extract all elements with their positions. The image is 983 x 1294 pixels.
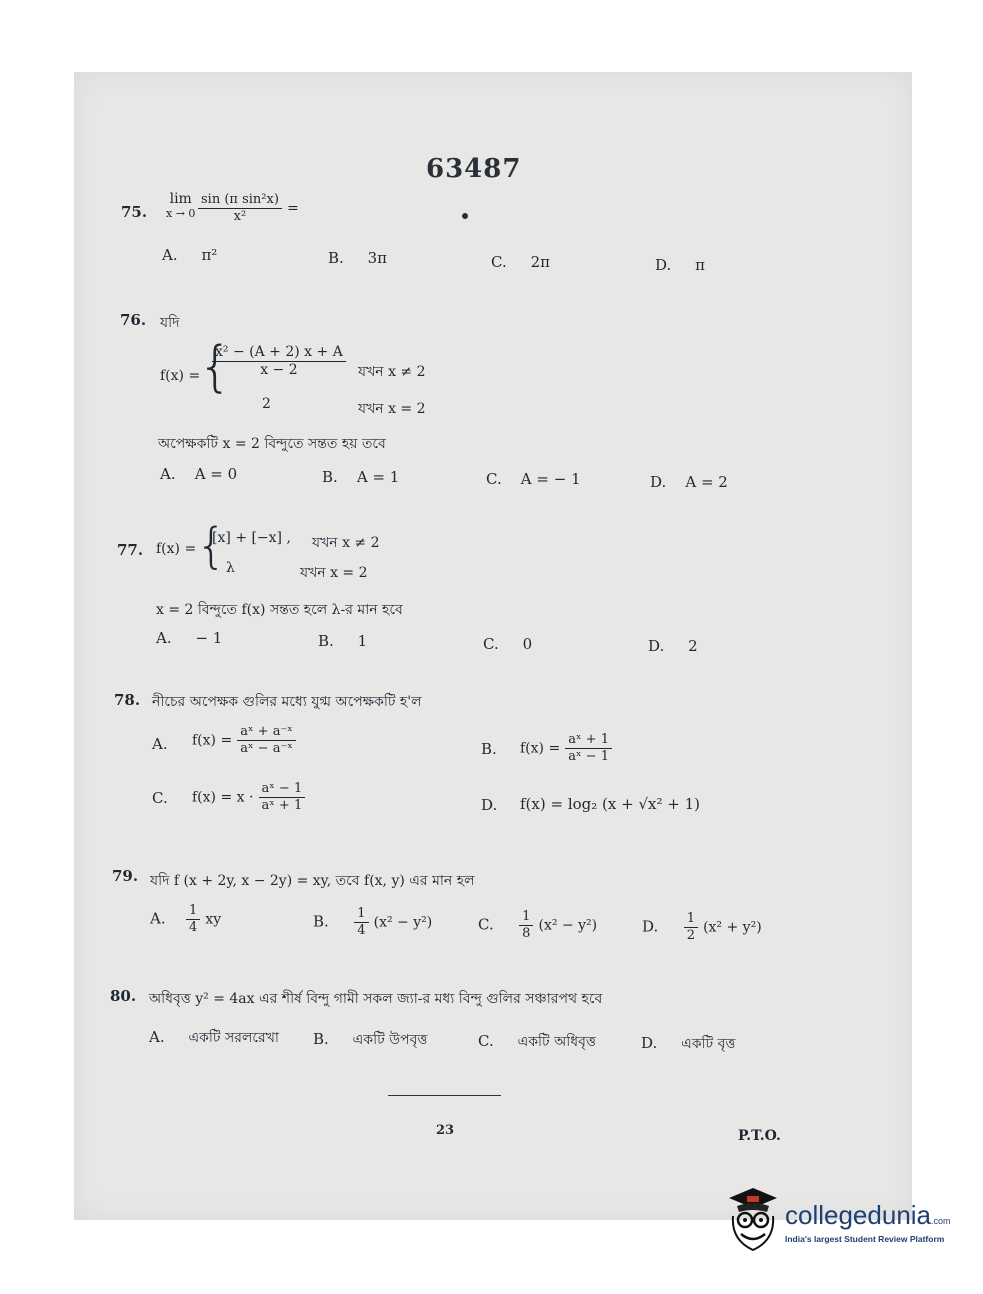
case-condition: যখন x ≠ 2 xyxy=(358,364,426,380)
ink-dot xyxy=(462,213,468,219)
option-label: C. xyxy=(486,470,502,488)
footer-divider xyxy=(388,1095,501,1096)
function-label: f(x) = x · xyxy=(192,789,254,806)
limit-subscript: x → 0 xyxy=(166,207,196,220)
fraction-numerator: 1 xyxy=(684,911,698,928)
option-b xyxy=(313,906,432,938)
option-text: একটি বৃত্ত xyxy=(681,1036,736,1052)
function-label: f(x) = xyxy=(156,541,197,557)
option-text: একটি অধিবৃত্ত xyxy=(517,1034,596,1050)
option-label: B. xyxy=(313,1030,329,1048)
logo-name: collegedunia xyxy=(785,1200,932,1230)
question-number: 80. xyxy=(110,987,137,1005)
function-label: f(x) = xyxy=(160,368,201,384)
fraction-denominator: x − 2 xyxy=(260,361,298,378)
option-b-expression xyxy=(520,732,612,764)
left-brace: { xyxy=(196,518,227,574)
option-label: B. xyxy=(318,632,334,650)
fraction-denominator: 2 xyxy=(686,927,695,943)
option-text: 0 xyxy=(522,635,533,653)
case-value: 2 xyxy=(262,396,271,412)
option-label: B. xyxy=(328,249,344,267)
fraction-denominator: aˣ − a⁻ˣ xyxy=(240,740,293,756)
option-label: D. xyxy=(641,1034,658,1052)
fraction-numerator: aˣ − 1 xyxy=(259,781,306,798)
case-value: [x] + [−x] , xyxy=(212,530,291,546)
option-text: π xyxy=(695,256,705,274)
option-text: A = 0 xyxy=(194,465,238,483)
option-text: 2π xyxy=(530,253,550,271)
question-number: 79. xyxy=(112,867,139,885)
case-condition: যখন x = 2 xyxy=(300,565,368,581)
option-label: B. xyxy=(313,912,329,931)
fraction-numerator: 1 xyxy=(519,909,533,926)
question-stem: যদি f (x + 2y, x − 2y) = xy, তবে f(x, y) এর মান হল xyxy=(150,873,475,889)
question-number: 75. xyxy=(121,203,148,221)
option-text: (x² + y²) xyxy=(703,919,762,936)
function-label: f(x) = xyxy=(520,740,561,757)
page-number: 23 xyxy=(436,1123,455,1138)
question-stem: x = 2 বিন্দুতে f(x) সন্তত হলে λ-র মান হবে xyxy=(156,602,403,618)
option-a-expression xyxy=(192,724,296,756)
option-label: A. xyxy=(152,735,168,753)
option-d xyxy=(642,911,762,943)
option-text: 2 xyxy=(688,637,698,655)
piecewise-case-1 xyxy=(212,344,346,379)
option-label: B. xyxy=(481,740,497,758)
question-stem: অধিবৃত্ত y² = 4ax এর শীর্ষ বিন্দু গামী সকল জ্যা-র মধ্য বিন্দু গুলির সঞ্চারপথ হবে xyxy=(149,991,603,1007)
fraction-numerator: aˣ + 1 xyxy=(565,732,612,749)
option-a xyxy=(150,903,221,935)
option-d-expression: f(x) = log₂ (x + √x² + 1) xyxy=(520,795,700,813)
option-label: A. xyxy=(156,629,172,647)
option-label: D. xyxy=(655,256,672,274)
option-label: C. xyxy=(483,635,499,653)
option-label: D. xyxy=(642,917,659,936)
limit-fraction xyxy=(198,192,299,224)
fraction-denominator: aˣ + 1 xyxy=(261,797,303,813)
limit-text: lim xyxy=(169,191,192,207)
option-text: A = − 1 xyxy=(520,470,581,488)
student-mascot-icon xyxy=(723,1186,783,1256)
fraction-numerator: x² − (A + 2) x + A xyxy=(212,344,346,362)
fraction-denominator: 4 xyxy=(357,922,366,938)
question-number: 77. xyxy=(117,541,144,559)
option-text: xy xyxy=(205,911,222,928)
option-label: A. xyxy=(160,465,176,483)
option-label: A. xyxy=(149,1028,165,1046)
fraction-denominator: x² xyxy=(233,208,247,224)
option-label: C. xyxy=(152,789,168,807)
function-label: f(x) = xyxy=(192,732,233,749)
case-condition: যখন x = 2 xyxy=(358,401,426,417)
option-label: A. xyxy=(150,909,166,928)
option-text: (x² − y²) xyxy=(373,914,433,931)
option-text: একটি উপবৃত্ত xyxy=(352,1032,428,1048)
fraction-denominator: 8 xyxy=(522,925,531,941)
option-label: C. xyxy=(491,253,507,271)
logo-tagline: India's largest Student Review Platform xyxy=(785,1234,945,1244)
limit-operator xyxy=(166,191,195,220)
option-c-expression xyxy=(192,781,305,813)
option-text: A = 1 xyxy=(356,468,400,486)
case-condition: যখন x ≠ 2 xyxy=(312,535,380,551)
equals-sign: = xyxy=(287,200,299,217)
fraction-numerator: 1 xyxy=(354,906,368,923)
fraction-denominator: 4 xyxy=(188,919,198,935)
option-text: 3π xyxy=(367,249,388,267)
question-number: 78. xyxy=(114,691,141,709)
collegedunia-logo xyxy=(723,1186,958,1260)
question-stem: অপেক্ষকটি x = 2 বিন্দুতে সন্তত হয় তবে xyxy=(158,436,386,452)
option-label: C. xyxy=(478,1032,494,1050)
left-brace: { xyxy=(198,335,233,398)
fraction-numerator: aˣ + a⁻ˣ xyxy=(237,724,296,741)
fraction-denominator: aˣ − 1 xyxy=(568,748,609,764)
option-label: C. xyxy=(478,915,494,934)
option-label: A. xyxy=(162,246,178,264)
fraction-numerator: sin (π sin²x) xyxy=(198,192,282,209)
option-label: B. xyxy=(322,468,338,486)
option-text: (x² − y²) xyxy=(538,917,598,934)
option-label: D. xyxy=(650,473,667,491)
option-text: π² xyxy=(201,246,218,264)
paper-serial-number: 63487 xyxy=(426,154,522,184)
logo-wordmark xyxy=(785,1200,951,1231)
option-label: D. xyxy=(481,796,498,814)
case-value: λ xyxy=(226,560,235,576)
fraction-numerator: 1 xyxy=(186,903,200,920)
option-text: A = 2 xyxy=(685,473,728,491)
option-label: D. xyxy=(648,637,665,655)
option-text: − 1 xyxy=(195,629,223,647)
option-text: একটি সরলরেখা xyxy=(188,1030,279,1046)
question-stem: নীচের অপেক্ষক গুলির মধ্যে যুগ্ম অপেক্ষকটি হ'ল xyxy=(152,694,422,710)
option-c xyxy=(478,909,597,941)
question-intro: যদি xyxy=(160,315,180,331)
option-text: 1 xyxy=(357,632,368,650)
logo-suffix: .com xyxy=(931,1216,951,1226)
please-turn-over: P.T.O. xyxy=(738,1128,781,1144)
question-number: 76. xyxy=(120,311,147,329)
